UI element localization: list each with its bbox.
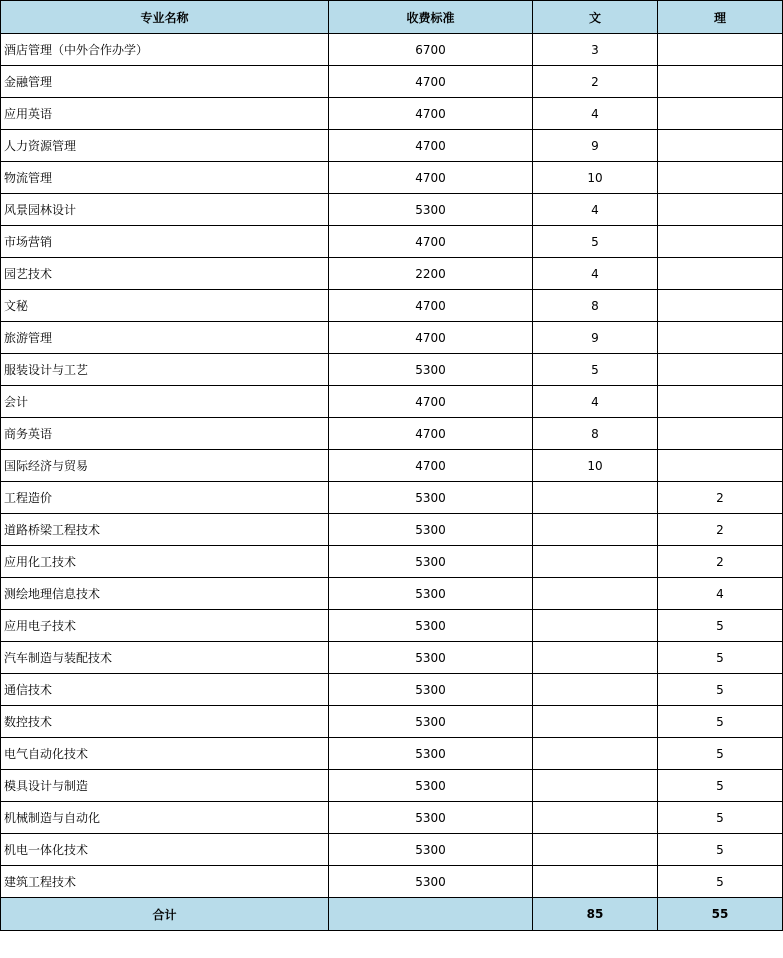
cell-major-name: 道路桥梁工程技术 — [1, 514, 329, 546]
table-row — [1, 290, 783, 322]
cell-science-count — [658, 258, 783, 290]
cell-arts-count: 2 — [533, 66, 658, 98]
table-row — [1, 98, 783, 130]
cell-arts-count — [533, 706, 658, 738]
table-row — [1, 482, 783, 514]
table-row — [1, 418, 783, 450]
cell-arts-count — [533, 834, 658, 866]
cell-major-name: 建筑工程技术 — [1, 866, 329, 898]
cell-major-name: 工程造价 — [1, 482, 329, 514]
cell-fee: 4700 — [329, 418, 533, 450]
cell-major-name: 酒店管理（中外合作办学） — [1, 34, 329, 66]
cell-major-name: 会计 — [1, 386, 329, 418]
cell-major-name: 机电一体化技术 — [1, 834, 329, 866]
cell-science-count — [658, 354, 783, 386]
cell-arts-count: 5 — [533, 354, 658, 386]
cell-major-name: 应用电子技术 — [1, 610, 329, 642]
table-row — [1, 194, 783, 226]
cell-fee: 5300 — [329, 770, 533, 802]
total-row — [1, 898, 783, 931]
table-row — [1, 226, 783, 258]
cell-major-name: 数控技术 — [1, 706, 329, 738]
cell-fee: 4700 — [329, 386, 533, 418]
cell-arts-count — [533, 738, 658, 770]
cell-fee: 4700 — [329, 98, 533, 130]
cell-fee: 5300 — [329, 610, 533, 642]
table-body — [1, 34, 783, 898]
total-arts: 85 — [533, 898, 658, 931]
cell-science-count — [658, 194, 783, 226]
cell-arts-count — [533, 546, 658, 578]
cell-arts-count — [533, 674, 658, 706]
cell-arts-count: 10 — [533, 450, 658, 482]
cell-science-count — [658, 98, 783, 130]
total-label: 合计 — [1, 898, 329, 931]
table-row — [1, 162, 783, 194]
header-science: 理 — [658, 1, 783, 34]
cell-arts-count: 8 — [533, 290, 658, 322]
cell-science-count — [658, 34, 783, 66]
cell-science-count — [658, 322, 783, 354]
table-row — [1, 738, 783, 770]
cell-science-count — [658, 290, 783, 322]
cell-major-name: 市场营销 — [1, 226, 329, 258]
header-major-name: 专业名称 — [1, 1, 329, 34]
table-row — [1, 866, 783, 898]
cell-fee: 4700 — [329, 226, 533, 258]
cell-arts-count — [533, 642, 658, 674]
cell-arts-count — [533, 610, 658, 642]
cell-major-name: 商务英语 — [1, 418, 329, 450]
cell-science-count: 5 — [658, 738, 783, 770]
header-row — [1, 1, 783, 34]
cell-fee: 5300 — [329, 674, 533, 706]
cell-science-count — [658, 226, 783, 258]
cell-fee: 2200 — [329, 258, 533, 290]
cell-major-name: 服装设计与工艺 — [1, 354, 329, 386]
cell-science-count: 5 — [658, 802, 783, 834]
cell-science-count — [658, 450, 783, 482]
cell-fee: 4700 — [329, 322, 533, 354]
table-row — [1, 354, 783, 386]
header-arts: 文 — [533, 1, 658, 34]
cell-fee: 4700 — [329, 162, 533, 194]
cell-major-name: 旅游管理 — [1, 322, 329, 354]
cell-fee: 4700 — [329, 66, 533, 98]
cell-major-name: 应用英语 — [1, 98, 329, 130]
table-row — [1, 258, 783, 290]
cell-arts-count: 4 — [533, 194, 658, 226]
cell-fee: 5300 — [329, 834, 533, 866]
cell-science-count: 5 — [658, 770, 783, 802]
cell-science-count: 5 — [658, 674, 783, 706]
table-row — [1, 546, 783, 578]
cell-arts-count — [533, 578, 658, 610]
cell-arts-count: 9 — [533, 130, 658, 162]
table-row — [1, 450, 783, 482]
table-row — [1, 706, 783, 738]
cell-fee: 5300 — [329, 514, 533, 546]
cell-major-name: 文秘 — [1, 290, 329, 322]
table-row — [1, 66, 783, 98]
cell-science-count: 5 — [658, 642, 783, 674]
table-row — [1, 802, 783, 834]
cell-science-count: 5 — [658, 610, 783, 642]
cell-major-name: 应用化工技术 — [1, 546, 329, 578]
cell-science-count: 5 — [658, 866, 783, 898]
cell-science-count: 5 — [658, 834, 783, 866]
total-science: 55 — [658, 898, 783, 931]
header-fee-standard: 收费标准 — [329, 1, 533, 34]
total-fee — [329, 898, 533, 931]
cell-fee: 5300 — [329, 578, 533, 610]
cell-arts-count: 10 — [533, 162, 658, 194]
cell-fee: 5300 — [329, 642, 533, 674]
table-row — [1, 130, 783, 162]
cell-science-count — [658, 386, 783, 418]
cell-major-name: 电气自动化技术 — [1, 738, 329, 770]
cell-science-count: 2 — [658, 514, 783, 546]
cell-fee: 4700 — [329, 450, 533, 482]
table-row — [1, 834, 783, 866]
cell-arts-count: 9 — [533, 322, 658, 354]
table-row — [1, 642, 783, 674]
cell-major-name: 通信技术 — [1, 674, 329, 706]
table-row — [1, 386, 783, 418]
cell-arts-count — [533, 482, 658, 514]
cell-major-name: 物流管理 — [1, 162, 329, 194]
cell-arts-count: 8 — [533, 418, 658, 450]
table-row — [1, 674, 783, 706]
cell-arts-count: 3 — [533, 34, 658, 66]
cell-fee: 5300 — [329, 738, 533, 770]
cell-major-name: 模具设计与制造 — [1, 770, 329, 802]
cell-arts-count: 5 — [533, 226, 658, 258]
cell-fee: 5300 — [329, 194, 533, 226]
cell-arts-count — [533, 866, 658, 898]
cell-major-name: 机械制造与自动化 — [1, 802, 329, 834]
table-row — [1, 610, 783, 642]
cell-arts-count — [533, 770, 658, 802]
cell-arts-count — [533, 514, 658, 546]
cell-arts-count: 4 — [533, 258, 658, 290]
cell-science-count — [658, 66, 783, 98]
cell-fee: 5300 — [329, 546, 533, 578]
cell-fee: 4700 — [329, 130, 533, 162]
cell-fee: 5300 — [329, 482, 533, 514]
cell-arts-count: 4 — [533, 98, 658, 130]
table-row — [1, 34, 783, 66]
cell-fee: 6700 — [329, 34, 533, 66]
cell-science-count — [658, 162, 783, 194]
cell-science-count: 2 — [658, 482, 783, 514]
cell-major-name: 风景园林设计 — [1, 194, 329, 226]
cell-science-count: 4 — [658, 578, 783, 610]
table-row — [1, 578, 783, 610]
cell-major-name: 园艺技术 — [1, 258, 329, 290]
cell-major-name: 国际经济与贸易 — [1, 450, 329, 482]
table-row — [1, 322, 783, 354]
table-row — [1, 770, 783, 802]
cell-major-name: 金融管理 — [1, 66, 329, 98]
cell-major-name: 人力资源管理 — [1, 130, 329, 162]
cell-major-name: 测绘地理信息技术 — [1, 578, 329, 610]
cell-science-count — [658, 130, 783, 162]
cell-arts-count: 4 — [533, 386, 658, 418]
cell-science-count: 5 — [658, 706, 783, 738]
cell-science-count: 2 — [658, 546, 783, 578]
cell-arts-count — [533, 802, 658, 834]
cell-fee: 5300 — [329, 706, 533, 738]
cell-fee: 5300 — [329, 802, 533, 834]
table-row — [1, 514, 783, 546]
cell-science-count — [658, 418, 783, 450]
cell-fee: 5300 — [329, 354, 533, 386]
cell-fee: 4700 — [329, 290, 533, 322]
cell-fee: 5300 — [329, 866, 533, 898]
cell-major-name: 汽车制造与装配技术 — [1, 642, 329, 674]
